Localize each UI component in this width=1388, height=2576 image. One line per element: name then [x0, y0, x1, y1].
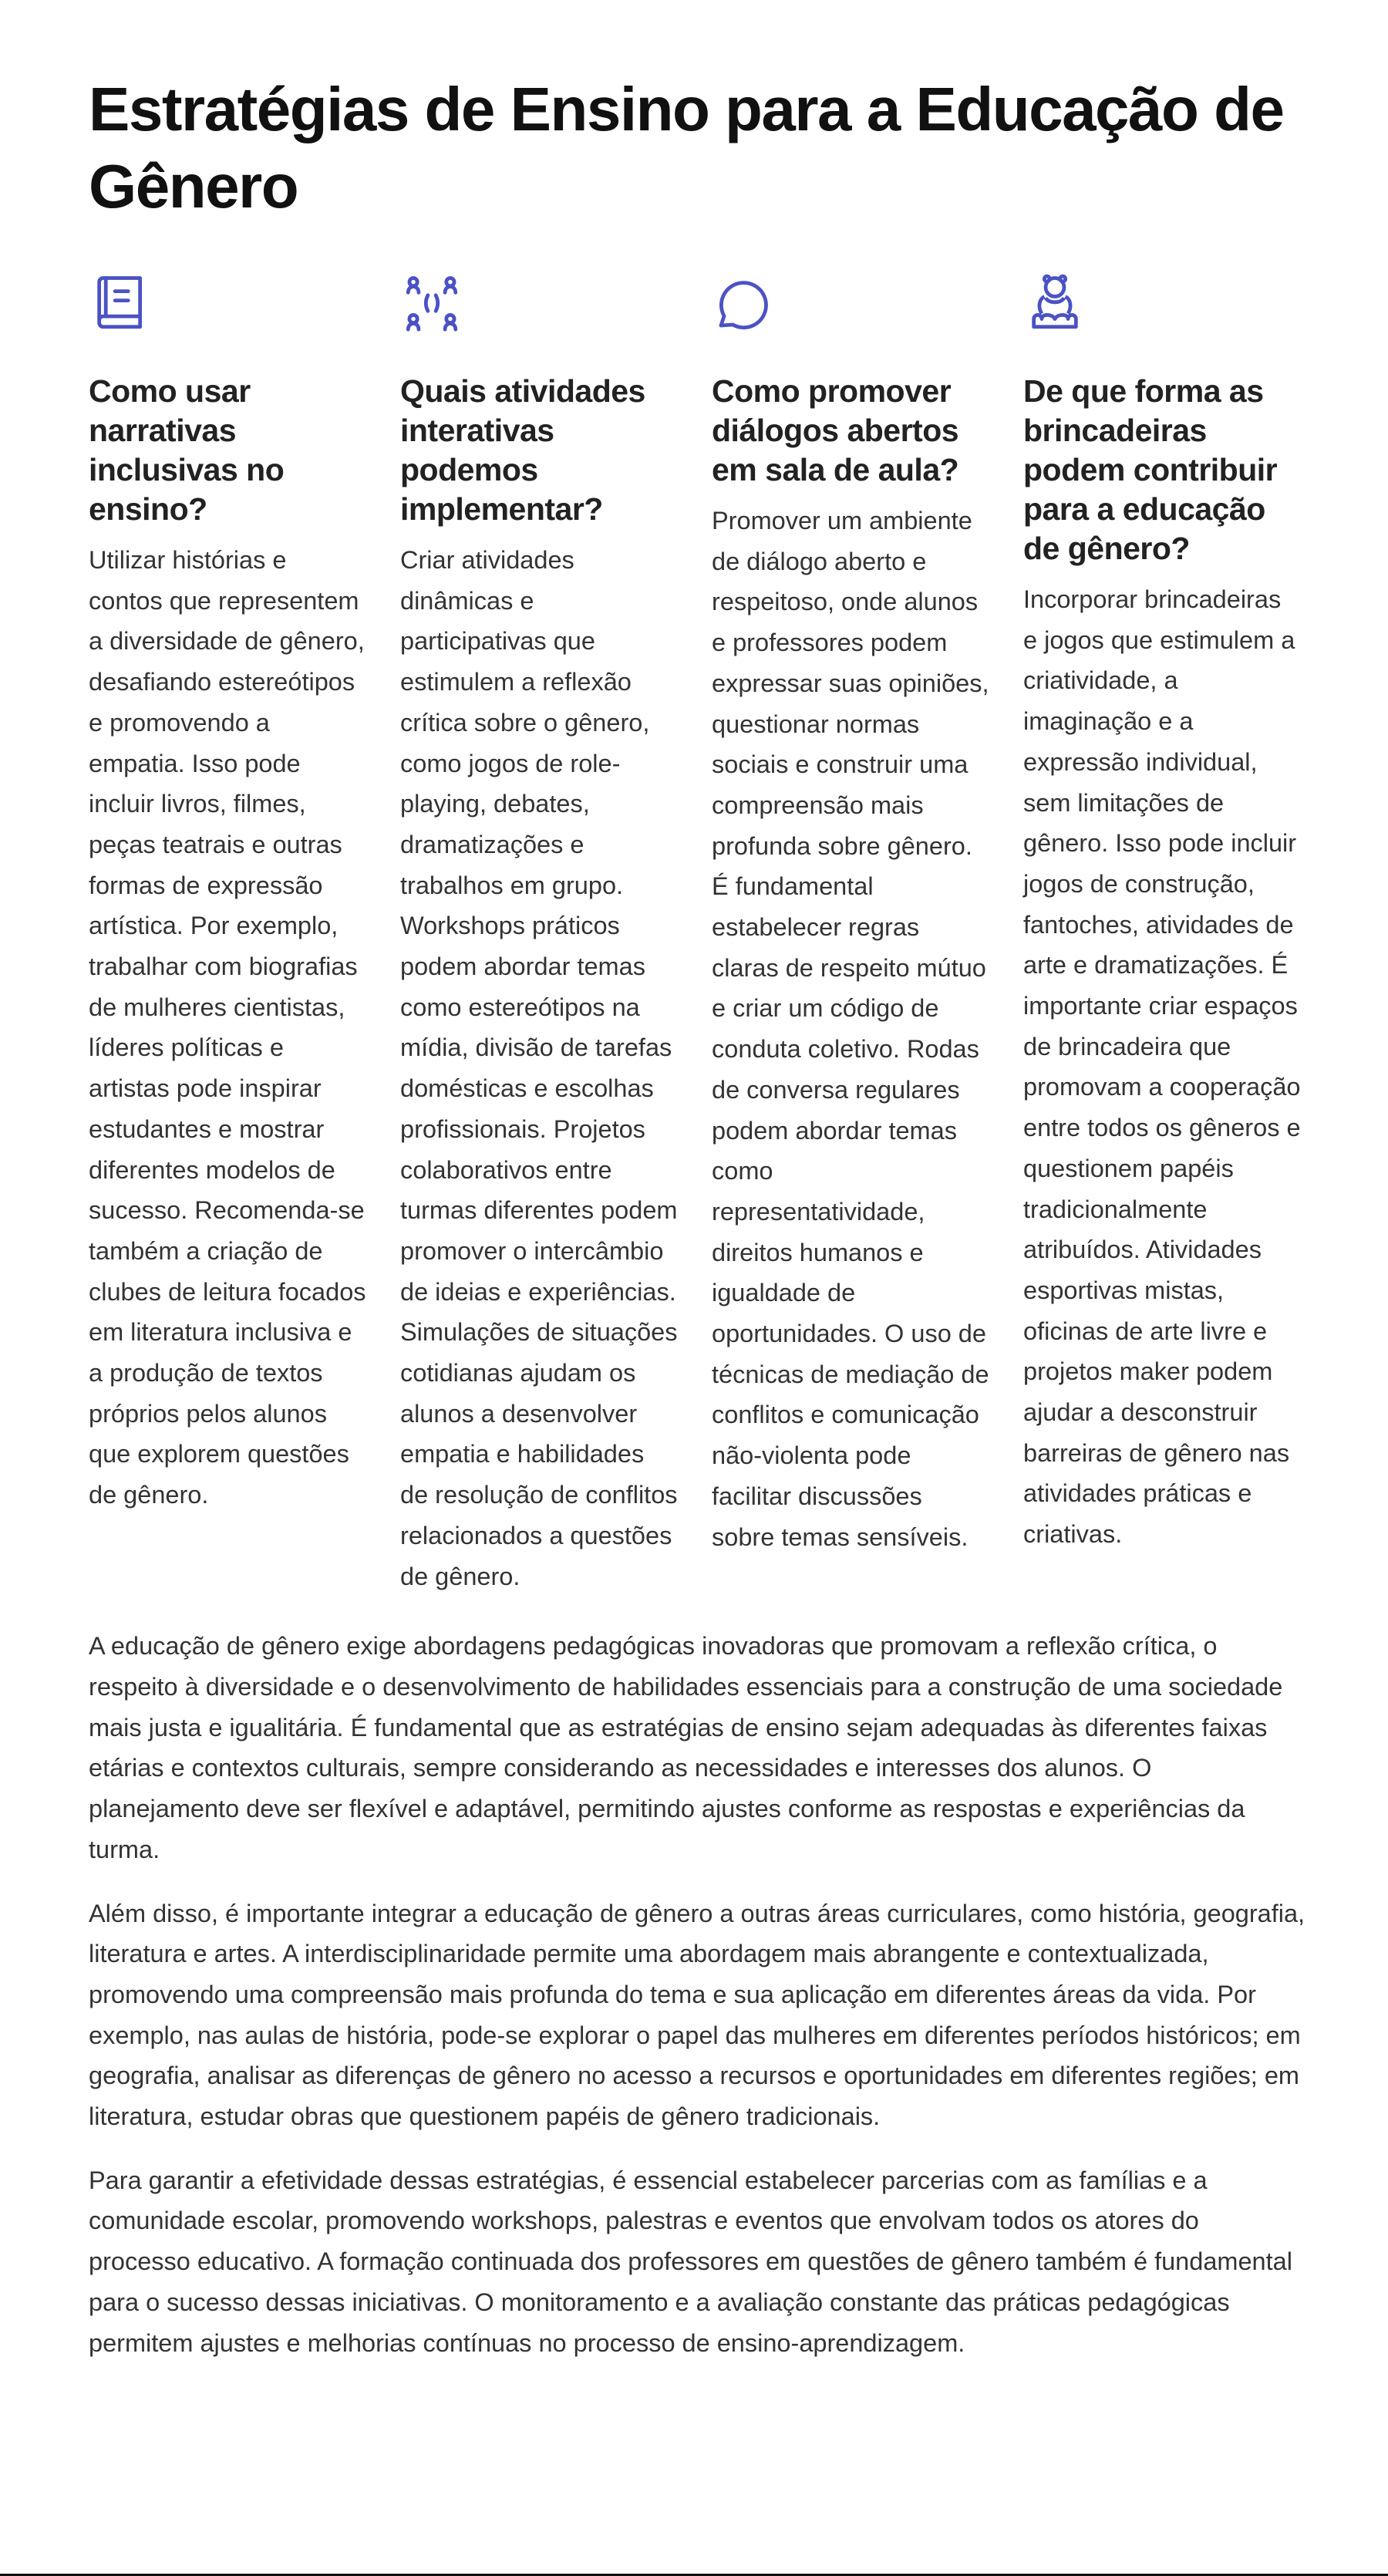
page-title: Estratégias de Ensino para a Educação de Gênero [89, 75, 1284, 221]
strategy-text: Utilizar histórias e contos que representem a diversidade de gênero, desafiando estereótipos e promovendo a empatia. Isso pode incluir livros, filmes, peças teatrais e outras formas de expressão artística. Por exemplo, trabalhar com biografias de mulheres cientistas, líderes políticas e artistas pode inspirar estudantes e mostrar diferentes modelos de sucesso. Recomenda-se também a criação de clubes de leitura focados em literatura inclusiva e a produção de textos próprios pelos alunos que explorem questões de gênero. [89, 546, 366, 1509]
page-content [89, 71, 1307, 2386]
strategy-text: Criar atividades dinâmicas e participativas que estimulem a reflexão crítica sobre o gênero, como jogos de role-playing, debates, dramatizações e trabalhos em grupo. Workshops práticos podem abordar temas como estereótipos na mídia, divisão de tarefas domésticas e escolhas profissionais. Projetos colaborativos entre turmas diferentes podem promover o intercâmbio de ideias e experiências. Simulações de situações cotidianas ajudam os alunos a desenvolver empatia e habilidades de resolução de conflitos relacionados a questões de gênero. [400, 546, 678, 1590]
strategy-card-activities [400, 271, 678, 1597]
strategy-heading: Como usar narrativas inclusivas no ensino? [89, 373, 285, 527]
strategy-card-dialogue [712, 271, 989, 1597]
strategy-text: Promover um ambiente de diálogo aberto e respeitoso, onde alunos e professores podem expressar suas opiniões, questionar normas sociais e construir uma compreensão mais profunda sobre gênero. É fundamental estabelecer regras claras de respeito mútuo e criar um código de conduta coletivo. Rodas de conversa regulares podem abordar temas como representatividade, direitos humanos e igualdade de oportunidades. O uso de técnicas de mediação de conflitos e comunicação não-violenta pode facilitar discussões sobre temas sensíveis. [712, 507, 989, 1551]
strategy-heading: De que forma as brincadeiras podem contribuir para a educação de gênero? [1023, 373, 1278, 566]
body-paragraphs [89, 1626, 1307, 2363]
strategy-card-narratives [89, 271, 366, 1597]
strategy-heading: Quais atividades interativas podemos implementar? [400, 373, 645, 527]
book-icon [89, 271, 152, 335]
people-exchange-icon [400, 271, 463, 335]
paragraph-partnerships: Para garantir a efetividade dessas estratégias, é essencial estabelecer parcerias com as famílias e a comunidade escolar, promovendo workshops, palestras e eventos que envolvam todos os atores do processo educativo. A formação continuada dos professores em questões de gênero também é fundamental para o sucesso dessas iniciativas. O monitoramento e a avaliação constante das práticas pedagógicas permitem ajustes e melhorias contínuas no processo de ensino-aprendizagem. [89, 2166, 1292, 2357]
teddy-bear-icon [1023, 271, 1086, 335]
paragraph-intro: A educação de gênero exige abordagens pedagógicas inovadoras que promovam a reflexão crítica, o respeito à diversidade e o desenvolvimento de habilidades essenciais para a construção de uma sociedade mais justa e igualitária. É fundamental que as estratégias de ensino sejam adequadas às diferentes faixas etárias e contextos culturais, sempre considerando as necessidades e interesses dos alunos. O planejamento deve ser flexível e adaptável, permitindo ajustes conforme as respostas e experiências da turma. [89, 1632, 1283, 1863]
strategy-heading: Como promover diálogos abertos em sala de aula? [712, 373, 959, 487]
paragraph-interdisciplinary: Além disso, é importante integrar a educação de gênero a outras áreas curriculares, como história, geografia, literatura e artes. A interdisciplinaridade permite uma abordagem mais abrangente e contextualizada, promovendo uma compreensão mais profunda do tema e sua aplicação em diferentes áreas da vida. Por exemplo, nas aulas de história, pode-se explorar o papel das mulheres em diferentes períodos históricos; em geografia, analisar as diferenças de gênero no acesso a recursos e oportunidades em diferentes regiões; em literatura, estudar obras que questionem papéis de gênero tradicionais. [89, 1899, 1305, 2131]
strategy-text: Incorporar brincadeiras e jogos que estimulem a criatividade, a imaginação e a expressão individual, sem limitações de gênero. Isso pode incluir jogos de construção, fantoches, atividades de arte e dramatizações. É importante criar espaços de brincadeira que promovam a cooperação entre todos os gêneros e questionem papéis tradicionalmente atribuídos. Atividades esportivas mistas, oficinas de arte livre e projetos maker podem ajudar a desconstruir barreiras de gênero nas atividades práticas e criativas. [1023, 585, 1301, 1549]
strategy-card-play [1023, 271, 1301, 1597]
speech-bubble-icon [712, 271, 775, 335]
strategy-columns [89, 271, 1307, 1597]
